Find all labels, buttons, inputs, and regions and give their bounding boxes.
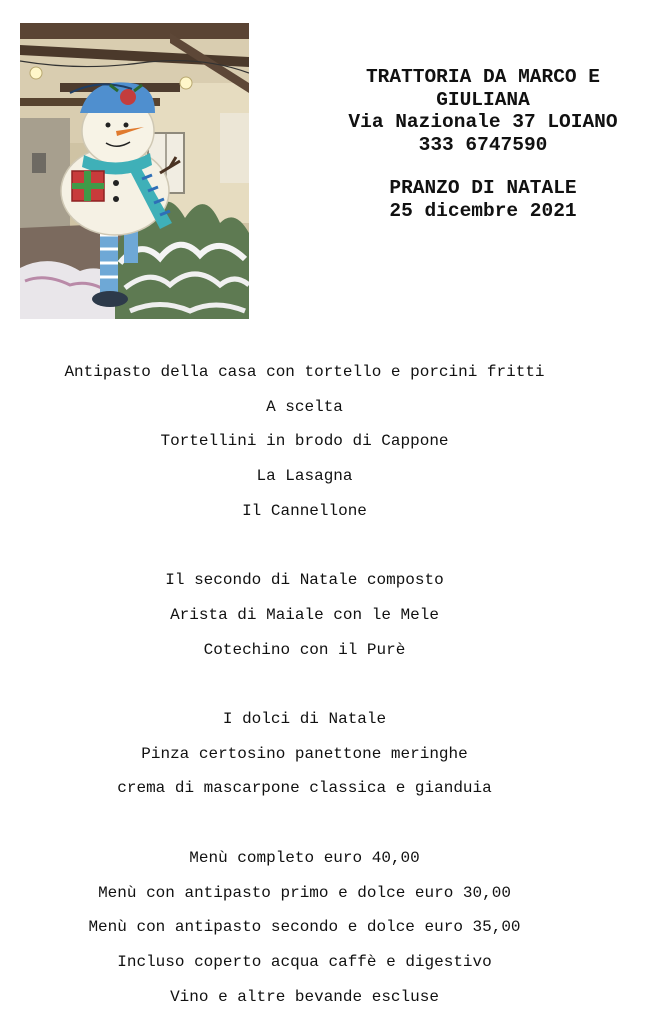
- menu-dolci-intro: I dolci di Natale: [222, 710, 387, 728]
- menu-spacer: [0, 806, 609, 841]
- restaurant-phone: 333 6747590: [418, 133, 548, 156]
- menu-dolce-item: crema di mascarpone classica e gianduia: [117, 779, 492, 798]
- menu-secondo-item: Arista di Maiale con le Mele: [170, 605, 439, 624]
- menu-spacer: [0, 667, 609, 702]
- menu-list: [0, 355, 609, 1014]
- restaurant-header: [300, 66, 655, 222]
- menu-primo-item: La Lasagna: [256, 467, 353, 486]
- price-line: Menù completo euro 40,00: [189, 848, 420, 867]
- menu-primo-item: Il Cannellone: [242, 501, 367, 520]
- menu-primo-item: Tortellini in brodo di Cappone: [160, 432, 449, 451]
- event-date: 25 dicembre 2021: [389, 199, 577, 222]
- menu-secondo-item: Cotechino con il Purè: [203, 640, 406, 659]
- restaurant-name-line2: GIULIANA: [436, 88, 530, 111]
- restaurant-name-line1: TRATTORIA DA MARCO E: [365, 66, 601, 88]
- menu-primi-intro: A scelta: [266, 397, 343, 416]
- price-note: Vino e altre bevande escluse: [170, 987, 439, 1006]
- menu-dolce-item: Pinza certosino panettone meringhe: [141, 744, 468, 763]
- snowman-photo: [20, 23, 249, 319]
- price-line: Menù con antipasto primo e dolce euro 30,00: [98, 883, 511, 902]
- menu-secondi-intro: Il secondo di Natale composto: [165, 571, 444, 590]
- restaurant-address: Via Nazionale 37 LOIANO: [348, 111, 618, 133]
- price-line: Menù con antipasto secondo e dolce euro 35,00: [88, 918, 521, 937]
- event-title: PRANZO DI NATALE: [389, 177, 577, 199]
- menu-spacer: [0, 529, 609, 564]
- header-spacer: [300, 156, 655, 177]
- menu-antipasto: Antipasto della casa con tortello e porcini fritti: [64, 363, 545, 381]
- price-note: Incluso coperto acqua caffè e digestivo: [117, 952, 492, 971]
